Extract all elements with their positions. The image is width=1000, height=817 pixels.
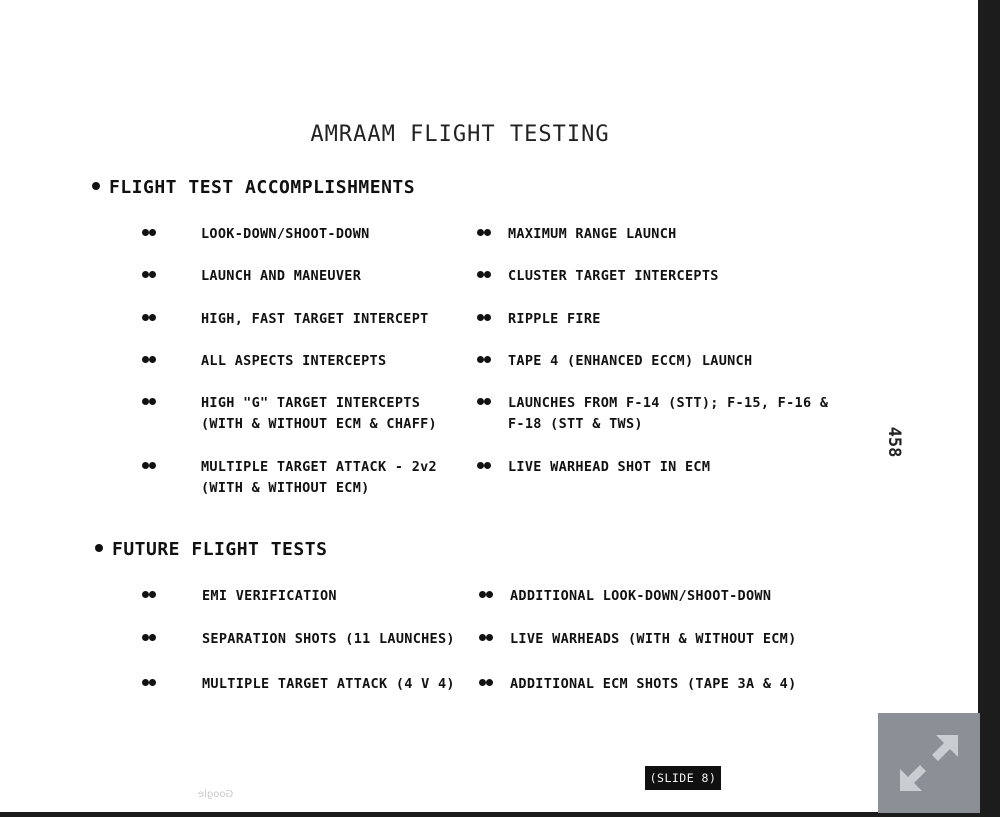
page-number: 458	[884, 426, 904, 458]
viewer-bottom-border	[0, 812, 1000, 817]
list-item: ADDITIONAL LOOK-DOWN/SHOOT-DOWN	[510, 588, 772, 604]
list-item: HIGH, FAST TARGET INTERCEPT	[201, 311, 429, 327]
list-item: EMI VERIFICATION	[202, 588, 337, 604]
list-item: MULTIPLE TARGET ATTACK (4 V 4)	[202, 676, 455, 692]
document-title: AMRAAM FLIGHT TESTING	[310, 122, 610, 147]
section-heading-future: FUTURE FLIGHT TESTS	[95, 539, 327, 560]
double-bullet-icon	[479, 679, 495, 687]
list-item: RIPPLE FIRE	[508, 311, 601, 327]
list-item: LAUNCH AND MANEUVER	[201, 268, 362, 284]
double-bullet-icon	[142, 229, 158, 237]
double-bullet-icon	[142, 271, 158, 279]
double-bullet-icon	[142, 398, 158, 406]
list-item: HIGH "G" TARGET INTERCEPTS (WITH & WITHOUT ECM & CHAFF)	[201, 395, 437, 432]
double-bullet-icon	[477, 462, 493, 470]
expand-button[interactable]	[878, 713, 980, 813]
double-bullet-icon	[142, 679, 158, 687]
list-item: LOOK-DOWN/SHOOT-DOWN	[201, 226, 370, 242]
double-bullet-icon	[477, 229, 493, 237]
double-bullet-icon	[477, 398, 493, 406]
list-item: ALL ASPECTS INTERCEPTS	[201, 353, 387, 369]
double-bullet-icon	[142, 634, 158, 642]
double-bullet-icon	[142, 462, 158, 470]
list-item: LAUNCHES FROM F-14 (STT); F-15, F-16 & F-18 (STT & TWS)	[508, 395, 829, 432]
list-item: CLUSTER TARGET INTERCEPTS	[508, 268, 719, 284]
list-item: MAXIMUM RANGE LAUNCH	[508, 226, 677, 242]
double-bullet-icon	[142, 356, 158, 364]
bullet-icon	[92, 182, 100, 190]
double-bullet-icon	[479, 591, 495, 599]
double-bullet-icon	[477, 271, 493, 279]
list-item: SEPARATION SHOTS (11 LAUNCHES)	[202, 631, 455, 647]
list-item: TAPE 4 (ENHANCED ECCM) LAUNCH	[508, 353, 753, 369]
double-bullet-icon	[142, 314, 158, 322]
double-bullet-icon	[479, 634, 495, 642]
double-bullet-icon	[477, 314, 493, 322]
list-item: LIVE WARHEADS (WITH & WITHOUT ECM)	[510, 631, 797, 647]
viewer-right-border	[978, 0, 1000, 817]
faint-watermark-text: Google	[198, 789, 234, 800]
list-item: MULTIPLE TARGET ATTACK - 2v2 (WITH & WITHOUT ECM)	[201, 459, 437, 496]
slide-label: (SLIDE 8)	[645, 766, 721, 790]
double-bullet-icon	[477, 356, 493, 364]
bullet-icon	[95, 544, 103, 552]
section-heading-accomplishments: FLIGHT TEST ACCOMPLISHMENTS	[92, 177, 415, 198]
list-item: ADDITIONAL ECM SHOTS (TAPE 3A & 4)	[510, 676, 797, 692]
double-bullet-icon	[142, 591, 158, 599]
expand-arrows-icon	[898, 733, 960, 793]
list-item: LIVE WARHEAD SHOT IN ECM	[508, 459, 711, 475]
